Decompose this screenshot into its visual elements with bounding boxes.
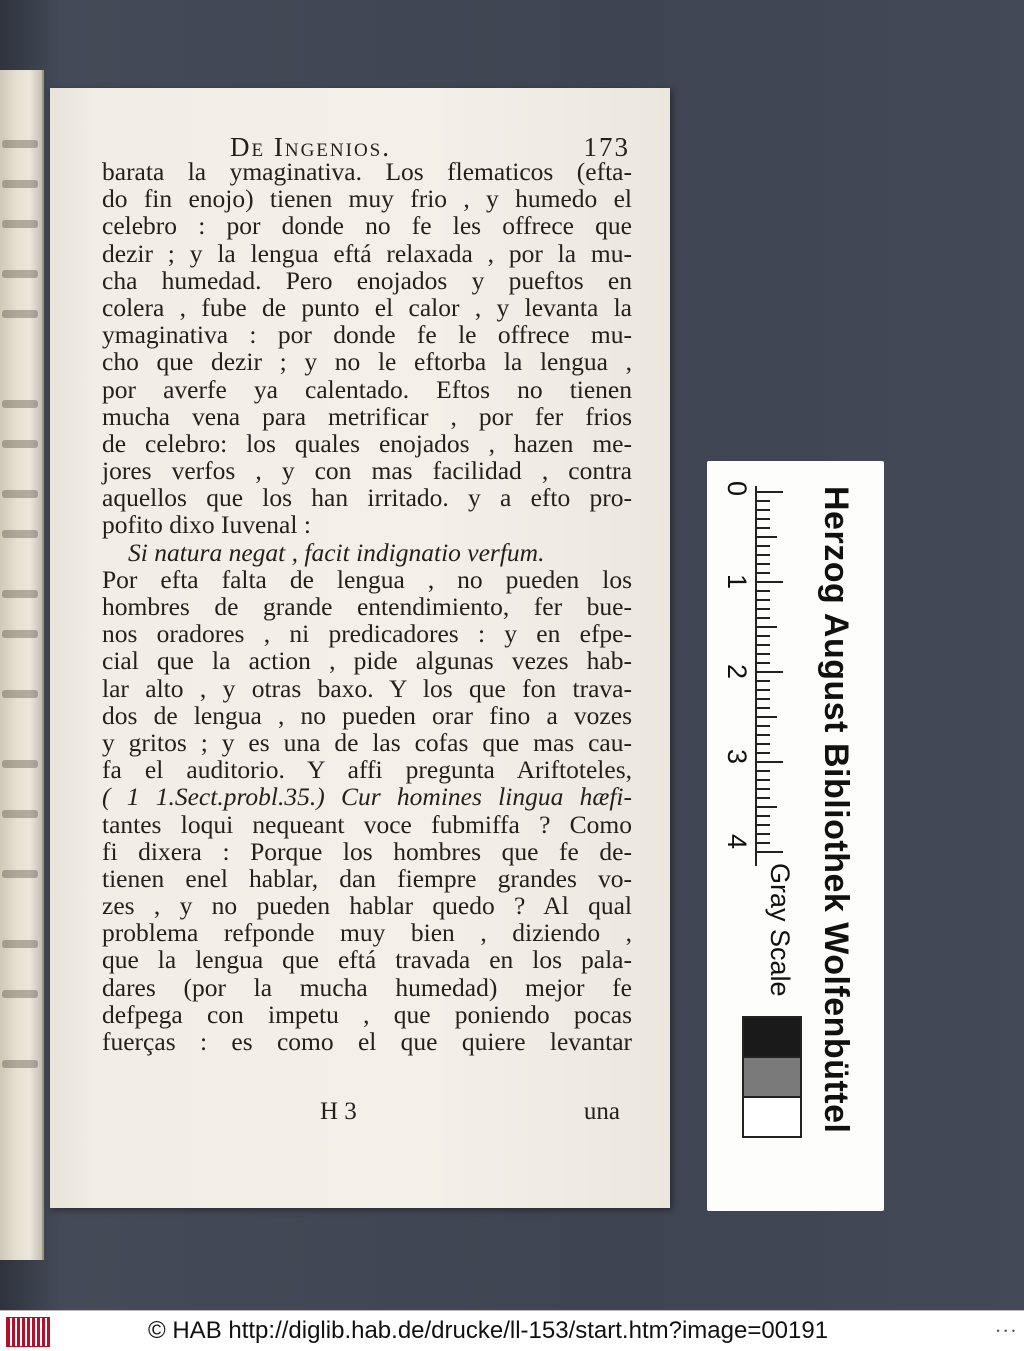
swatch-black (742, 1016, 802, 1058)
text-line: aquellos que los han irritado. y a efto pro- (102, 483, 632, 513)
ruler-tick (757, 500, 770, 502)
text-line: dares (por la mucha humedad) mejor fe (102, 972, 632, 1002)
quote-line: Si natura negat , facit indignatio verfum. (128, 537, 545, 567)
text-line: pofito dixo Iuvenal : (102, 510, 311, 540)
text-line: que la lengua que eftá travada en los pala- (102, 945, 632, 975)
copyright-url[interactable]: © HAB http://diglib.hab.de/drucke/ll-153/start.htm?image=00191 (148, 1317, 829, 1344)
ruler-tick (757, 797, 770, 799)
swatch-gray (742, 1056, 802, 1098)
ruler-tick (757, 527, 770, 529)
text-line: nos oradores , ni predicadores : y en efpe- (102, 619, 632, 649)
ruler-tick (757, 563, 770, 565)
ruler-tick (757, 635, 770, 637)
text-line: dezir ; y la lengua eftá relaxada , por la mu- (102, 238, 632, 268)
ruler-tick (757, 833, 770, 835)
ruler-tick (757, 572, 770, 574)
text-line: tantes loqui nequeant voce fubmiffa ? Como (102, 809, 632, 839)
ruler-number-2: 2 (722, 664, 752, 680)
text-line: dos de lengua , no pueden orar fino a vozes (102, 700, 632, 730)
text-line: cial que la action , pide algunas vezes hab- (102, 646, 632, 676)
ruler-tick (757, 662, 770, 664)
ruler-number-1: 1 (722, 574, 752, 590)
text-line: barata la ymaginativa. Los flematicos (efta- (102, 157, 632, 186)
text-line: cha humedad. Pero enojados y pueftos en (102, 265, 632, 295)
gray-scale-label: Gray Scale (765, 863, 795, 997)
ruler-tick (757, 698, 770, 700)
ruler-tick (757, 734, 770, 736)
ruler-tick (757, 851, 783, 853)
text-line: celebro : por donde no fe les offrece que (102, 211, 632, 241)
text-line: colera , fube de punto el calor , y levanta la (102, 292, 632, 322)
ruler-tick (757, 653, 770, 655)
ruler-tick (757, 599, 770, 601)
ruler-tick (757, 617, 770, 619)
page-number: 173 (583, 132, 630, 162)
ruler-tick (757, 554, 770, 556)
ruler-tick (757, 581, 783, 583)
text-line: de celebro: los quales enojados , hazen me- (102, 428, 632, 458)
book-page (50, 88, 670, 1208)
text-line: defpega con impetu , que poniendo pocas (102, 999, 632, 1029)
hab-logo-icon (6, 1317, 50, 1347)
text-line: mucha vena para metrificar , por fer frios (102, 401, 632, 431)
status-bar (0, 1310, 1024, 1351)
ruler-baseline (755, 486, 757, 866)
decorative-dots: • • • (996, 1326, 1016, 1336)
ruler-tick (757, 518, 770, 520)
text-line: por averfe ya calentado. Eftos no tienen (102, 374, 632, 404)
ruler-tick (757, 608, 770, 610)
ruler-tick (757, 644, 770, 646)
ruler-tick (757, 590, 770, 592)
signature-mark: H 3 (320, 1098, 357, 1125)
text-line: ( 1 1.Sect.probl.35.) Cur homines lingua hæfi- (102, 782, 632, 812)
previous-page-edge (0, 70, 44, 1260)
text-line: zes , y no pueden hablar quedo ? Al qual (102, 891, 632, 921)
ruler-tick (757, 752, 770, 754)
ruler-tick (757, 626, 777, 628)
ruler-tick (757, 824, 770, 826)
text-line: fa el auditorio. Y affi pregunta Ariftoteles, (102, 755, 632, 785)
ruler-tick (757, 761, 783, 763)
text-line: problema refponde muy bien , diziendo , (102, 918, 632, 948)
ruler-tick (757, 545, 770, 547)
ruler-tick (757, 743, 770, 745)
page-text (102, 158, 632, 1055)
text-line: lar alto , y otras baxo. Y los que fon trava- (102, 673, 632, 703)
text-line: tienen enel hablar, dan fiempre grandes vo- (102, 863, 632, 893)
text-line: fuerças : es como el que quiere levantar (102, 1027, 632, 1056)
text-line: Por efta falta de lengua , no pueden los (102, 564, 632, 594)
ruler-number-3: 3 (722, 749, 752, 765)
swatch-white (742, 1096, 802, 1138)
text-line: ymaginativa : por donde fe le offrece mu- (102, 320, 632, 350)
ruler-tick (757, 806, 777, 808)
ruler-tick (757, 536, 777, 538)
text-line: jores verfos , y con mas facilidad , contra (102, 456, 632, 486)
text-line: y gritos ; y es una de las cofas que mas cau- (102, 727, 632, 757)
ruler-tick (757, 725, 770, 727)
scale-ruler (707, 461, 884, 1211)
page-footer (320, 1098, 620, 1128)
text-line: cho que dezir ; y no le eftorba la lengua , (102, 347, 632, 377)
ruler-number-0: 0 (722, 481, 752, 497)
ruler-tick (757, 509, 770, 511)
ruler-tick (757, 770, 770, 772)
running-title: De Ingenios. (230, 132, 391, 162)
ruler-tick (757, 815, 770, 817)
ruler-tick (757, 671, 783, 673)
ruler-tick (757, 491, 783, 493)
ruler-tick (757, 779, 770, 781)
catchword: una (583, 1098, 620, 1125)
ruler-tick (757, 716, 777, 718)
ruler-number-4: 4 (722, 834, 752, 850)
ruler-tick (757, 842, 770, 844)
ruler-tick (757, 788, 770, 790)
ruler-tick (757, 707, 770, 709)
library-name: Herzog August Bibliothek Wolfenbüttel (817, 486, 855, 1134)
ruler-tick (757, 680, 770, 682)
text-line: hombres de grande entendimiento, fer bue- (102, 592, 632, 621)
text-line: fi dixera : Porque los hombres que fe de- (102, 836, 632, 866)
ruler-tick (757, 689, 770, 691)
text-line: do fin enojo) tienen muy frio , y humedo el (102, 184, 632, 214)
